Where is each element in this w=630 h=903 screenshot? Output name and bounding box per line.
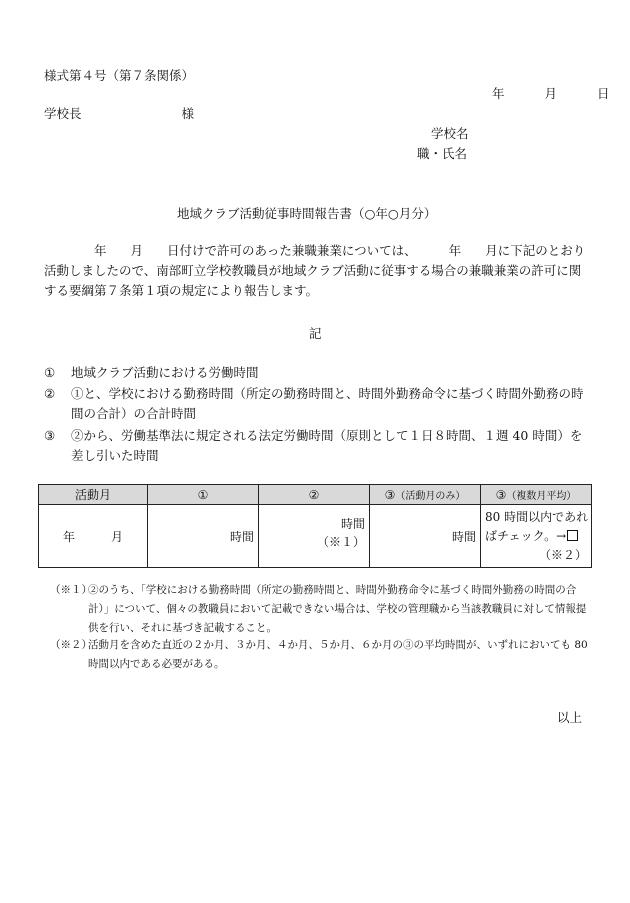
- date-day-label: 日: [597, 86, 610, 101]
- date-year-label: 年: [492, 86, 505, 101]
- footnote-text: 活動月を含めた直近の２か月、３か月、４か月、５か月、６か月の③の平均時間が、いずれにおいても 80 時間以内である必要がある。: [88, 639, 588, 670]
- body-text-1: 日付けで許可のあった兼職兼業については、: [167, 243, 417, 258]
- hours-col-3-cell[interactable]: 時間: [370, 505, 481, 568]
- note-ref-2: （※２）: [538, 547, 587, 562]
- footnote: [50, 581, 590, 638]
- closing-text: 以上: [557, 710, 583, 725]
- hours-col-2-cell[interactable]: [259, 505, 370, 568]
- definition-number: ①: [44, 365, 56, 380]
- definition-item: [44, 384, 589, 424]
- form-number: 様式第４号（第７条関係）: [44, 68, 195, 83]
- definition-text: ①と、学校における勤務時間（所定の勤務時間と、時間外勤務命令に基づく時間外勤務の時間の合計）の合計時間: [71, 386, 584, 421]
- definition-item: [44, 426, 589, 466]
- addressee: [44, 106, 194, 122]
- definition-number: ②: [44, 386, 56, 401]
- name-label: 職・氏名: [417, 146, 468, 161]
- definition-text: 地域クラブ活動における労働時間: [71, 365, 259, 380]
- ki-heading: 記: [309, 326, 322, 341]
- note-ref-1: （※１）: [316, 535, 365, 549]
- body-paragraph: [44, 241, 589, 301]
- table-header-row: [39, 485, 592, 505]
- average-checkbox[interactable]: [567, 530, 578, 541]
- body-year-2: 年: [448, 243, 462, 258]
- school-name-label: 学校名: [431, 126, 469, 141]
- header-activity-month: 活動月: [39, 485, 148, 505]
- activity-month-cell[interactable]: 年 月: [39, 505, 148, 568]
- footnote-mark: （※２）: [50, 639, 92, 651]
- footnote-text: ②のうち、「学校における勤務時間（所定の勤務時間と、時間外勤務命令に基づく時間外勤務の時間の合計）」について、個々の教職員において記載できない場合は、学校の管理職から当該教職員に対して情報提供を行い、それに基づき記載すること。: [88, 584, 587, 634]
- header-col-1: ①: [148, 485, 259, 505]
- body-year-1: 年: [94, 243, 107, 258]
- honorific: 様: [181, 106, 195, 121]
- average-check-cell: 80 時間以内であれ ばチェック。→ （※２）: [481, 505, 592, 568]
- header-col-4: ③（複数月平均）: [481, 485, 592, 505]
- header-col-2: ②: [259, 485, 370, 505]
- hours-col-1-cell[interactable]: 時間: [148, 505, 259, 568]
- footnote-mark: （※１）: [50, 584, 92, 596]
- definition-item: [44, 363, 589, 383]
- addressee-label: 学校長: [44, 106, 82, 121]
- table-row: [39, 505, 592, 568]
- document-title: 地域クラブ活動従事時間報告書（○年○月分）: [177, 206, 437, 221]
- header-col-3: ③（活動月のみ）: [370, 485, 481, 505]
- definition-text: ②から、労働基準法に規定される法定労働時間（原則として１日８時間、１週 40 時間）を差し引いた時間: [71, 428, 583, 463]
- body-text-2: 月に下記のとおり活動しましたので、南部町立学校教職員が地域クラブ活動に従事する場合の兼職兼業の許可に関する要綱第７条第１項の規定により報告します。: [44, 243, 586, 298]
- hours-col-2-content: 時間 （※１）: [316, 517, 365, 549]
- body-month-1: 月: [130, 243, 144, 258]
- date-line: [492, 86, 610, 102]
- definition-number: ③: [44, 428, 56, 443]
- footnote: [50, 636, 590, 674]
- date-month-label: 月: [544, 86, 558, 101]
- report-table: [38, 484, 592, 568]
